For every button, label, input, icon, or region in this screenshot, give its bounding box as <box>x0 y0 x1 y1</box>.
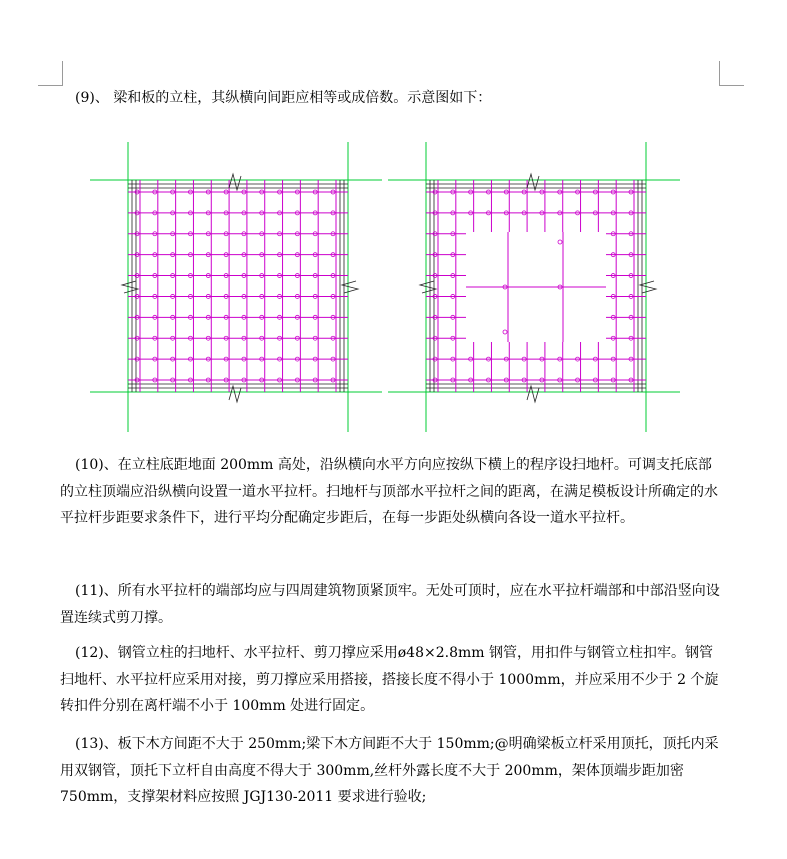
paragraph-10: (10)、在立柱底距地面 200mm 高处，沿纵横向水平方向应按纵下横上的程序设扫地杆。可调支托底部的立柱顶端应沿纵横向设置一道水平拉杆。扫地杆与顶部水平拉杆之间的距离，在满足模板设计所确定的水平拉杆步距要求条件下，进行平均分配确定步距后，在每一步距处纵横向各设一道水平拉杆。 <box>60 457 718 527</box>
paragraph-9: (9)、 梁和板的立柱，其纵横向间距应相等或成倍数。示意图如下： <box>75 90 492 106</box>
page-corner-mark-left <box>38 61 63 86</box>
paragraph-12: (12)、钢管立柱的扫地杆、水平拉杆、剪刀撑应采用ø48×2.8mm 钢管，用扣件与钢管立柱扣牢。钢管扫地杆、水平拉杆应采用对接，剪刀撑应采用搭接，搭接长度不得小于 1000mm，并应采用不少于 2 个旋转扣件分别在离杆端不小于 100mm 处进行固定。 <box>60 645 719 715</box>
post-marker <box>558 240 562 244</box>
paragraph-13: (13)、板下木方间距不大于 250mm;梁下木方间距不大于 150mm;@明确梁板立杆采用顶托，顶托内采用双钢管，顶托下立杆自由高度不得大于 300mm,丝杆外露长度不大于 200mm，架体顶端步距加密 750mm，支撑架材料应按照 JGJ130-2011 要求进行验收; <box>60 736 719 806</box>
break-symbol <box>640 281 656 293</box>
post-marker <box>503 330 507 334</box>
diagram-full-grid <box>90 142 382 432</box>
diagram-grid-with-opening <box>388 142 680 432</box>
paragraph-11: (11)、所有水平拉杆的端部均应与四周建筑物顶紧顶牢。无处可顶时，应在水平拉杆端部和中部沿竖向设置连续式剪刀撑。 <box>60 583 720 626</box>
page-corner-mark-right <box>719 61 744 86</box>
